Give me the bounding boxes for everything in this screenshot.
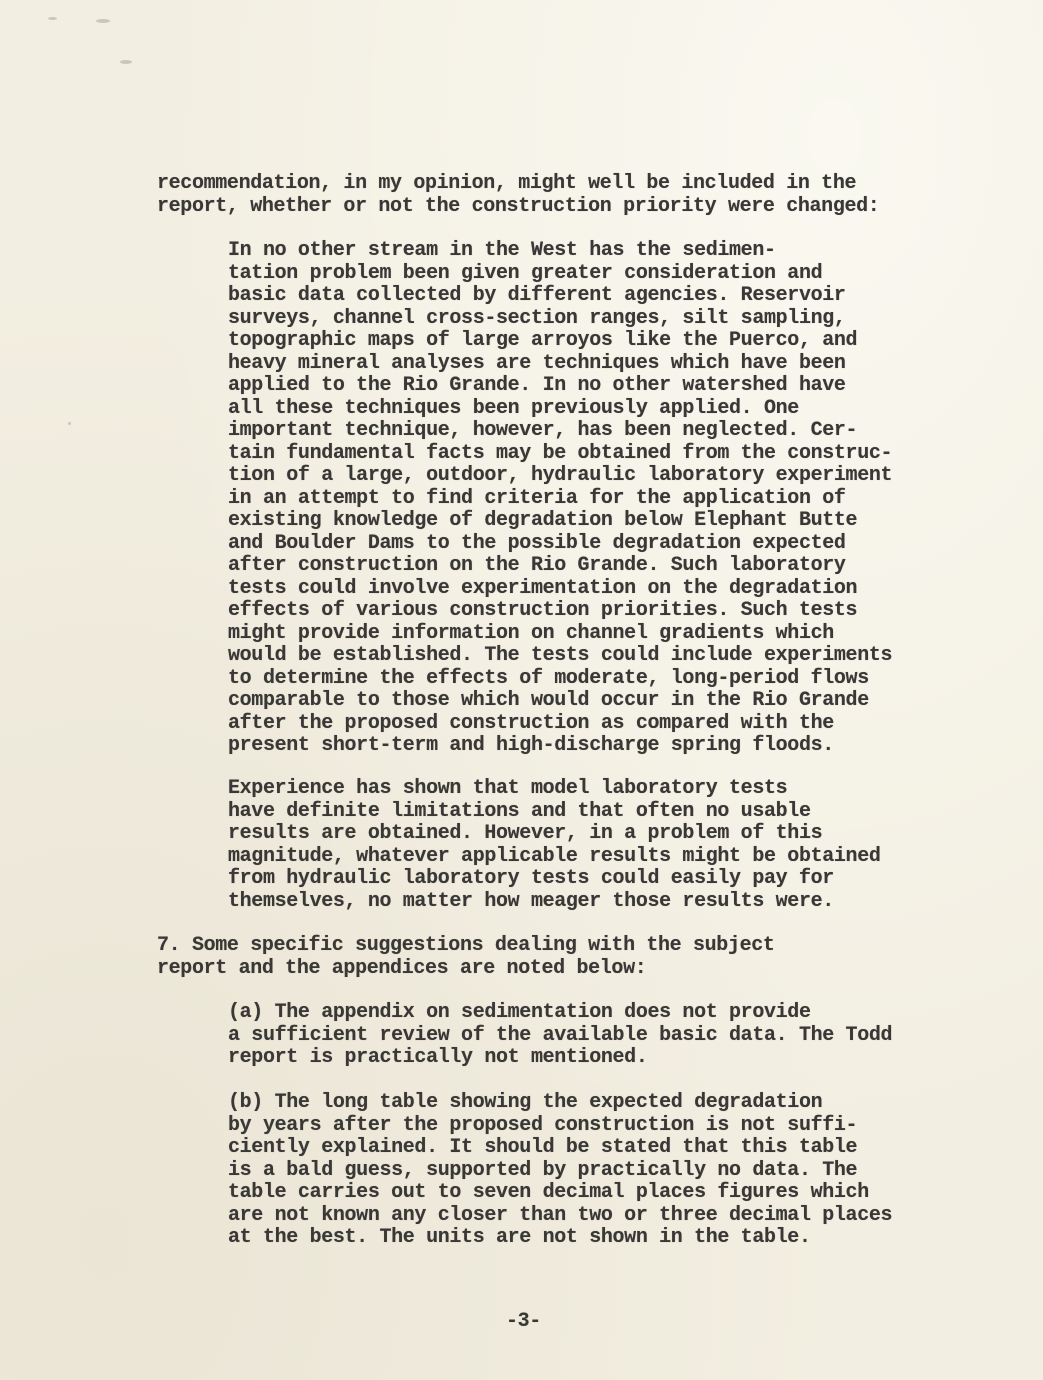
paragraph-sedimentation-study: In no other stream in the West has the sedimen- tation problem been given greater consideration and basic data collected by different agencies. Reservoir surveys, channel cross-section ranges, silt sampling, topographic maps of large arroyos like the Puerco, and heavy mineral analyses are techniques which have been applied to the Rio Grande. In no other watershed have all these techniques been previously applied. One important technique, however, has been neglected. Cer- tain fundamental facts may be obtained from the construc- tion of a large, outdoor, hydraulic laboratory experiment in an attempt to find criteria for the application of existing knowledge of degradation below Elephant Butte and Boulder Dams to the possible degradation expected after construction on the Rio Grande. Such laboratory tests could involve experimentation on the degradation effects of various construction priorities. Such tests might provide information on channel gradients which would be established. The tests could include experiments to determine the effects of moderate, long-period flows comparable to those which would occur in the Rio Grande after the proposed construction as compared with the present short-term and high-discharge spring floods. xyxy=(228,239,893,757)
paragraph-model-tests: Experience has shown that model laboratory tests have definite limitations and that often no usable results are obtained. However, in a problem of this magnitude, whatever applicable results might be obtained from hydraulic laboratory tests could easily pay for themselves, no matter how meager those results were. xyxy=(228,777,881,913)
paper-speck xyxy=(48,17,57,20)
paper-speck xyxy=(96,19,110,23)
page-number: -3- xyxy=(506,1310,541,1333)
paragraph-item-7: 7. Some specific suggestions dealing with the subject report and the appendices are noted below: xyxy=(157,934,775,980)
paper-speck xyxy=(120,60,132,64)
paragraph-opening: recommendation, in my opinion, might well be included in the report, whether or not the construction priority were changed: xyxy=(157,172,880,218)
paragraph-item-a: (a) The appendix on sedimentation does not provide a sufficient review of the available basic data. The Todd report is practically not mentioned. xyxy=(228,1001,893,1069)
paragraph-item-b: (b) The long table showing the expected degradation by years after the proposed construction is not suffi- ciently explained. It should be stated that this table is a bald guess, supported by practically no data. The table carries out to seven decimal places figures which are not known any closer than two or three decimal places at the best. The units are not shown in the table. xyxy=(228,1091,893,1249)
paper-speck xyxy=(68,422,71,425)
